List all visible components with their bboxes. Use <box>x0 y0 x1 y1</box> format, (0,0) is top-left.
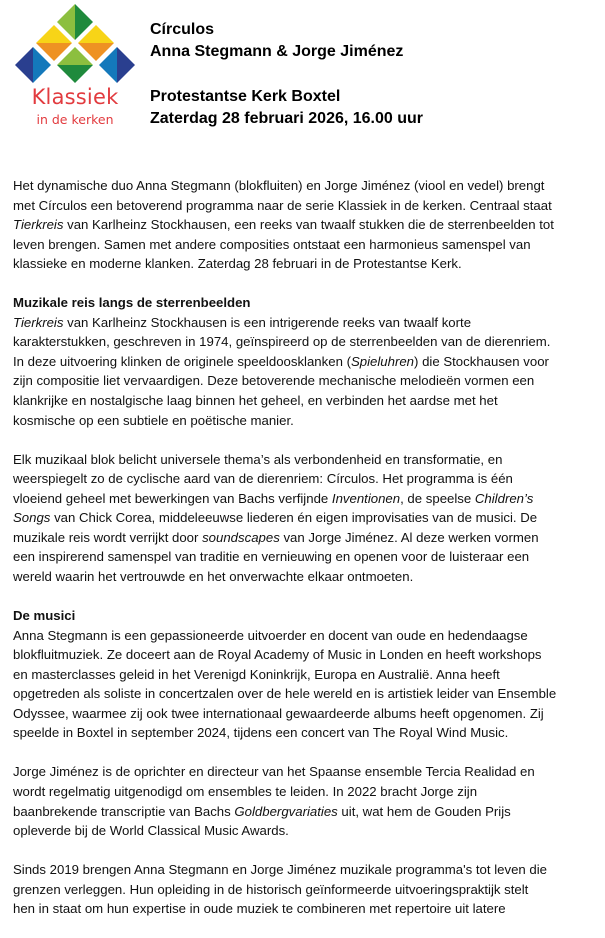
text-line: blokfluitmuziek. Ze doceert aan de Royal Academy of Music in Londen en heeft workshops <box>13 647 542 663</box>
text-fragment: muzikale reis wordt verrijkt door <box>13 529 203 545</box>
text-fragment: , de speelse <box>400 490 475 506</box>
text-fragment: ) die Stockhausen voor <box>414 353 549 369</box>
text-line: hen in staat om hun expertise in oude muziek te combineren met repertoire uit latere <box>13 901 506 917</box>
work-title: Inventionen <box>331 490 401 506</box>
text-fragment: baanbrekende transcriptie van Bachs <box>13 803 235 819</box>
section-sterrenbeelden <box>13 293 598 430</box>
section-musici <box>13 606 598 743</box>
performers: Anna Stegmann & Jorge Jiménez <box>150 43 404 60</box>
text-line: weerspiegelt zo de cyclische aard van de dierenriem: Círculos. Het programma is één <box>13 471 513 487</box>
text-line: leven brengen. Samen met andere composities ontstaat een harmonieus samenspel van <box>13 236 531 252</box>
text-line: Sinds 2019 brengen Anna Stegmann en Jorge Jiménez muzikale programma's tot leven die <box>13 862 547 878</box>
text-line: opgetreden als soliste in concertzalen over de hele wereld en is artistiek leider van Ensemble <box>13 686 557 702</box>
duo-paragraph <box>13 860 598 919</box>
text-line <box>13 528 598 548</box>
text-fragment: van Karlheinz Stockhausen is een intrigerende reeks van twaalf korte <box>63 314 472 330</box>
text-line: karakterstukken, geschreven in 1974, geïnspireerd op de sterrenbeelden van de dierenriem. <box>13 334 551 350</box>
logo-diamond-botright-right <box>117 47 135 83</box>
diamond-mark-icon <box>14 2 136 84</box>
logo-diamond-botcenter-bottom <box>57 65 93 83</box>
text-line <box>13 489 598 509</box>
text-line <box>13 508 598 528</box>
text-line: een inspirerend samenspel van traditie en vernieuwing en openen voor de luisteraar een <box>13 549 530 565</box>
emphasis: soundscapes <box>202 529 280 545</box>
concert-title: Círculos <box>150 21 215 38</box>
text-fragment: uit, wat hem de Gouden Prijs <box>337 803 511 819</box>
text-line: met Círculos een betoverend programma naar de serie Klassiek in de kerken. Centraal staat <box>13 197 552 213</box>
article-body <box>13 176 598 938</box>
work-title: Songs <box>13 510 51 526</box>
text-fragment: van Karlheinz Stockhausen, een reeks van twaalf stukken die de sterrenbeelden tot <box>63 217 554 233</box>
text-line: speelde in Boxtel in september 2024, tijdens een concert van The Royal Wind Music. <box>13 725 509 741</box>
text-line <box>13 352 598 372</box>
text-line: Odyssee, waarmee zij ook twee internationaal gewaardeerde albums heeft opgenomen. Zij <box>13 705 544 721</box>
intro-paragraph <box>13 176 598 274</box>
program-paragraph <box>13 450 598 587</box>
event-header <box>150 19 423 130</box>
text-line: wereld waarin het vertrouwde en het onverwachte elkaar ontmoeten. <box>13 568 414 584</box>
text-line: zijn compositie liet vervaardigen. Deze betoverende mechanische melodieën vormen een <box>13 373 535 389</box>
logo-subtitle: in de kerken <box>36 112 114 127</box>
section-heading: De musici <box>13 608 76 624</box>
section-heading: Muzikale reis langs de sterrenbeelden <box>13 295 251 311</box>
text-line <box>13 313 598 333</box>
klassiek-in-de-kerken-logo <box>14 2 136 130</box>
text-fragment: vloeiend geheel met bewerkingen van Bachs verfijnde <box>13 490 332 506</box>
text-line: klankrijke en nostalgische laag binnen het geheel, en verbinden het aardse met het <box>13 393 498 409</box>
venue: Protestantse Kerk Boxtel <box>150 88 341 105</box>
text-fragment: In deze uitvoering klinken de originele speeldoosklanken ( <box>13 353 351 369</box>
text-line: kosmische op een subtiele en poëtische manier. <box>13 412 294 428</box>
work-title: Goldbergvariaties <box>234 803 338 819</box>
text-line: Het dynamische duo Anna Stegmann (blokfluiten) en Jorge Jiménez (viool en vedel) brengt <box>13 178 545 193</box>
text-line: Anna Stegmann is een gepassioneerde uitvoerder en docent van oude en hedendaagse <box>13 627 528 643</box>
text-line: Jorge Jiménez is de oprichter en directeur van het Spaanse ensemble Tercia Realidad en <box>13 764 535 780</box>
text-line: wordt regelmatig uitgenodigd om ensembles te leiden. In 2022 bracht Jorge zijn <box>13 783 478 799</box>
logo-diamond-botleft-left <box>15 47 33 83</box>
text-line <box>13 802 598 822</box>
text-line: Elk muzikaal blok belicht universele thema’s als verbondenheid en transformatie, en <box>13 451 503 467</box>
work-title: Tierkreis <box>13 217 64 233</box>
work-title: Spieluhren <box>350 353 415 369</box>
text-fragment: van Jorge Jiménez. Al deze werken vormen <box>279 529 539 545</box>
jorge-paragraph <box>13 762 598 840</box>
text-fragment: van Chick Corea, middeleeuwse liederen én eigen improvisaties van de musici. De <box>50 510 538 526</box>
event-date: Zaterdag 28 februari 2026, 16.00 uur <box>150 110 424 127</box>
work-title: Tierkreis <box>13 314 64 330</box>
text-line <box>13 215 598 235</box>
work-title: Children’s <box>474 490 534 506</box>
text-line: opleverde bij de World Classical Music Awards. <box>13 823 289 839</box>
text-line: klassieke en moderne klanken. Zaterdag 28 februari in de Protestantse Kerk. <box>13 256 462 272</box>
logo-word: Klassiek <box>31 85 119 109</box>
text-line: en masterclasses geleid in het Verenigd Koninkrijk, Europa en Australië. Anna heeft <box>13 666 500 682</box>
text-line: grenzen verleggen. Hun opleiding in de historisch geïnformeerde uitvoeringspraktijk stelt <box>13 881 529 897</box>
